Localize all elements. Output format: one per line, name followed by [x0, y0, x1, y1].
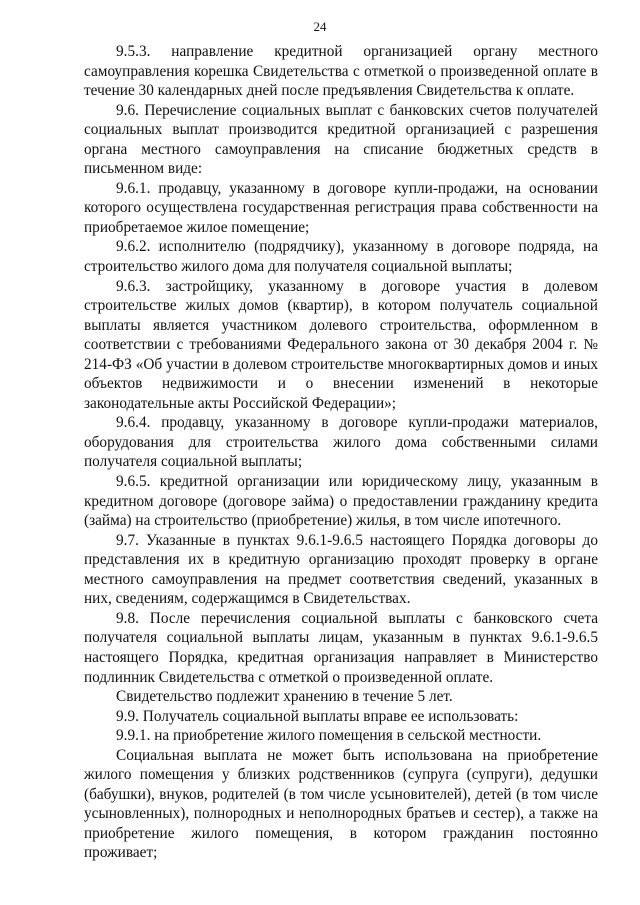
paragraph-9-6-3: 9.6.3. застройщику, указанному в договоре участия в долевом строительстве жилых домов (квартир), в котором получатель социальной выплаты является участником долевого строительства, оформленном в соответствии с требованиями Федерального закона от 30 декабря 2004 г. № 214-ФЗ «Об участии в долевом строительстве многоквартирных домов и иных объектов недвижимости и о внесении изменений в некоторые законодательные акты Российской Федерации»;: [84, 277, 598, 412]
paragraph-9-8: 9.8. После перечисления социальной выплаты с банковского счета получателя социальной выплаты лицам, указанным в пунктах 9.6.1-9.6.5 настоящего Порядка, кредитная организация направляет в Министерство подлинник Свидетельства с отметкой о произведенной оплате.: [84, 609, 598, 686]
paragraph-9-6-1: 9.6.1. продавцу, указанному в договоре купли-продажи, на основании которого осуществлена государственная регистрация права собственности на приобретаемое жилое помещение;: [84, 179, 598, 236]
page-number: 24: [313, 19, 327, 34]
document-body: [84, 42, 598, 863]
paragraph-9-6: 9.6. Перечисление социальных выплат с банковских счетов получателей социальных выплат производится кредитной организацией с разрешения органа местного самоуправления на списание бюджетных средств в письменном виде:: [84, 101, 598, 178]
paragraph-9-6-2: 9.6.2. исполнителю (подрядчику), указанному в договоре подряда, на строительство жилого дома для получателя социальной выплаты;: [84, 238, 598, 276]
paragraph-9-5-3: 9.5.3. направление кредитной организацией органу местного самоуправления корешка Свидетельства с отметкой о произведенной оплате в течение 30 календарных дней после предъявления Свидетельства к оплате.: [84, 43, 598, 100]
paragraph-9-9-1: 9.9.1. на приобретение жилого помещения в сельской местности.: [116, 727, 542, 745]
paragraph-storage-term: Свидетельство подлежит хранению в течение 5 лет.: [116, 688, 453, 706]
paragraph-9-6-5: 9.6.5. кредитной организации или юридическому лицу, указанным в кредитном договоре (договоре займа) о предоставлении гражданину кредита (займа) на строительство (приобретение) жилья, в том числе ипотечного.: [84, 473, 598, 530]
paragraph-9-9: 9.9. Получатель социальной выплаты вправе ее использовать:: [116, 707, 519, 725]
paragraph-9-7: 9.7. Указанные в пунктах 9.6.1-9.6.5 настоящего Порядка договоры до представления их в кредитную организацию проходят проверку в органе местного самоуправления на предмет соответствия сведений, указанных в них, сведениям, содержащимся в Свидетельствах.: [84, 531, 598, 608]
paragraph-9-6-4: 9.6.4. продавцу, указанному в договоре купли-продажи материалов, оборудования для строительства жилого дома собственными силами получателя социальной выплаты;: [84, 414, 598, 471]
paragraph-restriction: Социальная выплата не может быть использована на приобретение жилого помещения у близких родственников (супруга (супруги), дедушки (бабушки), внуков, родителей (в том числе усыновителей), детей (в том числе усыновленных), полнородных и неполнородных братьев и сестер), а также на приобретение жилого помещения, в котором гражданин постоянно проживает;: [84, 746, 598, 862]
